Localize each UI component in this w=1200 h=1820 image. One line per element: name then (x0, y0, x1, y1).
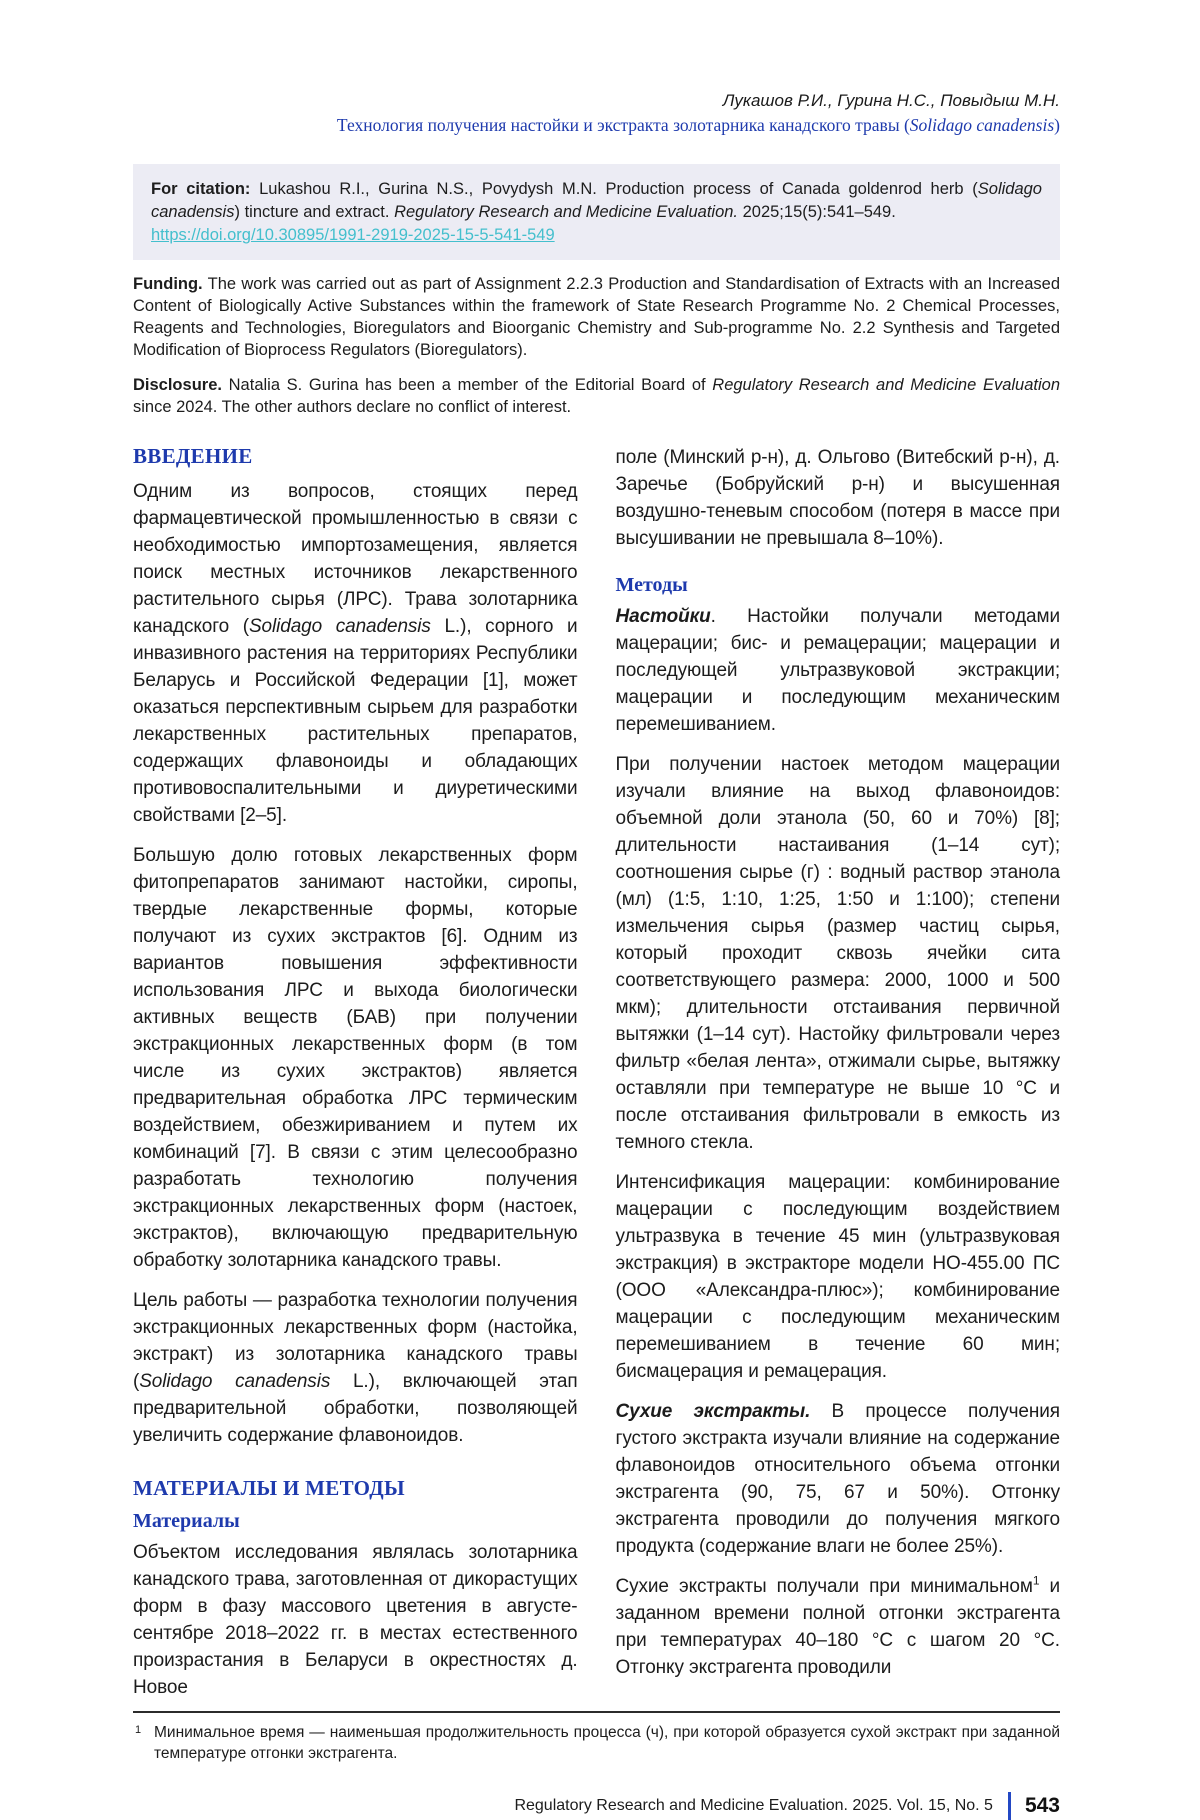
disclosure-journal-italic: Regulatory Research and Medicine Evaluation (712, 376, 1060, 394)
section-heading-materials-methods: МАТЕРИАЛЫ И МЕТОДЫ (133, 1476, 405, 1500)
intro-p3-text-1: Цель работы — разработка технологии получения экстракционных лекарственных форм (настойка, экстракт) из золотарника канадского травы ( (133, 1290, 578, 1392)
article-body (133, 444, 1060, 1701)
subsection-heading-materials: Материалы (133, 1510, 240, 1532)
disclosure-text-1: Natalia S. Gurina has been a member of the Editorial Board of (221, 376, 713, 394)
tinctures-lead-italic: Настойки (615, 606, 711, 627)
materials-paragraph: Объектом исследования являлась золотарника канадского трава, заготовленная от дикорастущих форм в фазу массового цветения в августе-сентябре 2018–2022 гг. в местах естественного произрастания в Беларуси в окрестностях д. Новое (133, 1542, 578, 1698)
page-footer (133, 1792, 1060, 1820)
tinctures-text: . Настойки получали методами мацерации; бис- и ремацерации; мацерации и последующей ультразвуковой экстракции; мацерации и последующим механическим перемешиванием. (615, 606, 1060, 735)
footnote-reference-mark: 1 (1032, 1573, 1040, 1588)
footnote-marker: 1 (135, 1724, 142, 1736)
page-header (133, 90, 1060, 136)
running-title-prefix: Технология получения настойки и экстракта золотарника канадского травы ( (336, 115, 910, 135)
section-heading-introduction: ВВЕДЕНИЕ (133, 444, 253, 468)
methods-paragraph-tinctures (616, 603, 1061, 738)
citation-species-italic: Solidago canadensis (151, 180, 1042, 221)
right-column (616, 444, 1061, 1681)
methods-paragraph-intensification: Интенсификация мацерации: комбинирование мацерации с последующим воздействием ультразвука в течение 45 мин (ультразвуковая экстракция) в экстракторе модели НО-455.00 ПС (ООО «Александра-плюс»); комбинирование мацерации с последующим механическим перемешиванием в течение 60 мин; бисмацерация и ремацерация. (615, 1172, 1060, 1382)
page-number: 543 (1024, 1794, 1060, 1817)
footnote-text: Минимальное время — наименьшая продолжительность процесса (ч), при которой образуется сухой экстракт при заданной температуре отгонки экстрагента. (154, 1724, 1060, 1762)
methods-paragraph-maceration: При получении настоек методом мацерации изучали влияние на выход флавоноидов: объемной доли этанола (50, 60 и 70%) [8]; длительности настаивания (1–14 сут); соотношения сырье (г) : водный раствор этанола (мл) (1:5, 1:10, 1:25, 1:50 и 1:100); степени измельчения сырья (размер частиц сырья, который проходит сквозь ячейки сита соответствующего размера: 2000, 1000 и 500 мкм); длительности отстаивания первичной вытяжки (1–14 сут). Настойку фильтровали через фильтр «белая лента», отжимали сырье, вытяжку оставляли при температуре не выше 10 °С и после отстаивания фильтровали в емкость из темного стекла. (615, 754, 1060, 1153)
funding-paragraph (133, 273, 1060, 361)
intro-paragraph-1 (133, 478, 578, 829)
footnote (133, 1713, 1060, 1764)
running-title-species: Solidago canadensis (909, 115, 1055, 135)
intro-p3-species-italic: Solidago canadensis (139, 1371, 331, 1392)
intro-paragraph-2: Большую долю готовых лекарственных форм фитопрепаратов занимают настойки, сиропы, твердые лекарственные формы, которые получают из сухих экстрактов [6]. Одним из вариантов повышения эффективности использования ЛРС и выхода биологически активных веществ (БАВ) при получении экстракционных лекарственных форм (в том числе из сухих экстрактов) является предварительная обработка ЛРС термическим воздействием, обезжириванием и путем их комбинаций [7]. В связи с этим целесообразно разработать технологию получения экстракционных лекарственных форм (настоек, экстрактов), включающую предварительную обработку золотарника канадского травы. (133, 845, 578, 1271)
for-citation-box (133, 164, 1060, 260)
intro-p1-text-1: Одним из вопросов, стоящих перед фармацевтической промышленностью в связи с необходимостью импортозамещения, является поиск местных источников лекарственного растительного сырья (ЛРС). Трава золотарника канадского ( (133, 481, 578, 637)
funding-text: The work was carried out as part of Assignment 2.2.3 Production and Standardisation of Extracts with an Increased Content of Biologically Active Substances within the framework of State Research Programme No. 2 Chemical Processes, Reagents and Technologies, Bioregulators and Bioorganic Chemistry and Sub-programme No. 2.2 Synthesis and Targeted Modification of Bioprocess Regulators (Bioregulators). (133, 275, 1060, 359)
methods-paragraph-dry-extracts (616, 1398, 1061, 1560)
footer-divider-bar (1008, 1792, 1011, 1820)
authors-line: Лукашов Р.И., Гурина Н.С., Повыдыш М.Н. (722, 91, 1060, 110)
intro-p1-species-italic: Solidago canadensis (248, 616, 431, 637)
disclosure-text-2: since 2024. The other authors declare no conflict of interest. (133, 398, 572, 416)
dry-extracts-2-text-2: и заданном времени полной отгонки экстрагента при температурах 40–180 °С с шагом 20 °С. Отгонку экстрагента проводили (615, 1576, 1060, 1678)
materials-paragraph-continued: поле (Минский р-н), д. Ольгово (Витебский р-н), д. Заречье (Бобруйский р-н) и высушенная воздушно-теневым способом (потеря в массе при высушивании не превышала 8–10%). (615, 447, 1060, 549)
left-column (133, 444, 578, 1701)
disclosure-paragraph (133, 374, 1060, 418)
running-title (133, 114, 1060, 136)
subsection-heading-methods: Методы (615, 574, 688, 596)
dry-extracts-text: В процессе получения густого экстракта изучали влияние на содержание флавоноидов относительного объема отгонки экстрагента (90, 75, 67 и 50%). Отгонку экстрагента проводили до получения мягкого продукта (содержание влаги не более 25%). (615, 1401, 1060, 1557)
running-title-suffix: ) (1054, 115, 1060, 135)
dry-extracts-2-text-1: Сухие экстракты получали при минимальном (615, 1576, 1033, 1597)
citation-text-2: ) tincture and extract. (234, 203, 395, 221)
disclosure-label: Disclosure. (133, 376, 222, 394)
citation-journal-italic: Regulatory Research and Medicine Evaluation. (394, 203, 739, 221)
funding-label: Funding. (133, 275, 203, 293)
methods-paragraph-dry-extracts-2 (616, 1573, 1061, 1681)
intro-p3-text-2: L.), включающей этап предварительной обработки, позволяющей увеличить содержание флавоноидов. (133, 1371, 578, 1446)
citation-text-1: Lukashou R.I., Gurina N.S., Povydysh M.N. Production process of Canada goldenrod herb ( (250, 180, 978, 198)
dry-extracts-lead-italic: Сухие экстракты. (615, 1401, 811, 1422)
intro-paragraph-3 (133, 1287, 578, 1449)
for-citation-label: For citation: (151, 180, 251, 198)
footer-journal-line: Regulatory Research and Medicine Evaluation. 2025. Vol. 15, No. 5 (514, 1797, 993, 1814)
intro-p1-text-2: L.), сорного и инвазивного растения на территориях Республики Беларусь и Российской Федерации [1], может оказаться перспективным сырьем для разработки лекарственных растительных препаратов, содержащих флавоноиды и обладающих противовоспалительными и диуретическими свойствами [2–5]. (133, 616, 578, 826)
citation-text-3: 2025;15(5):541–549. (738, 203, 896, 221)
doi-link[interactable]: https://doi.org/10.30895/1991-2919-2025-15-5-541-549 (151, 226, 555, 244)
